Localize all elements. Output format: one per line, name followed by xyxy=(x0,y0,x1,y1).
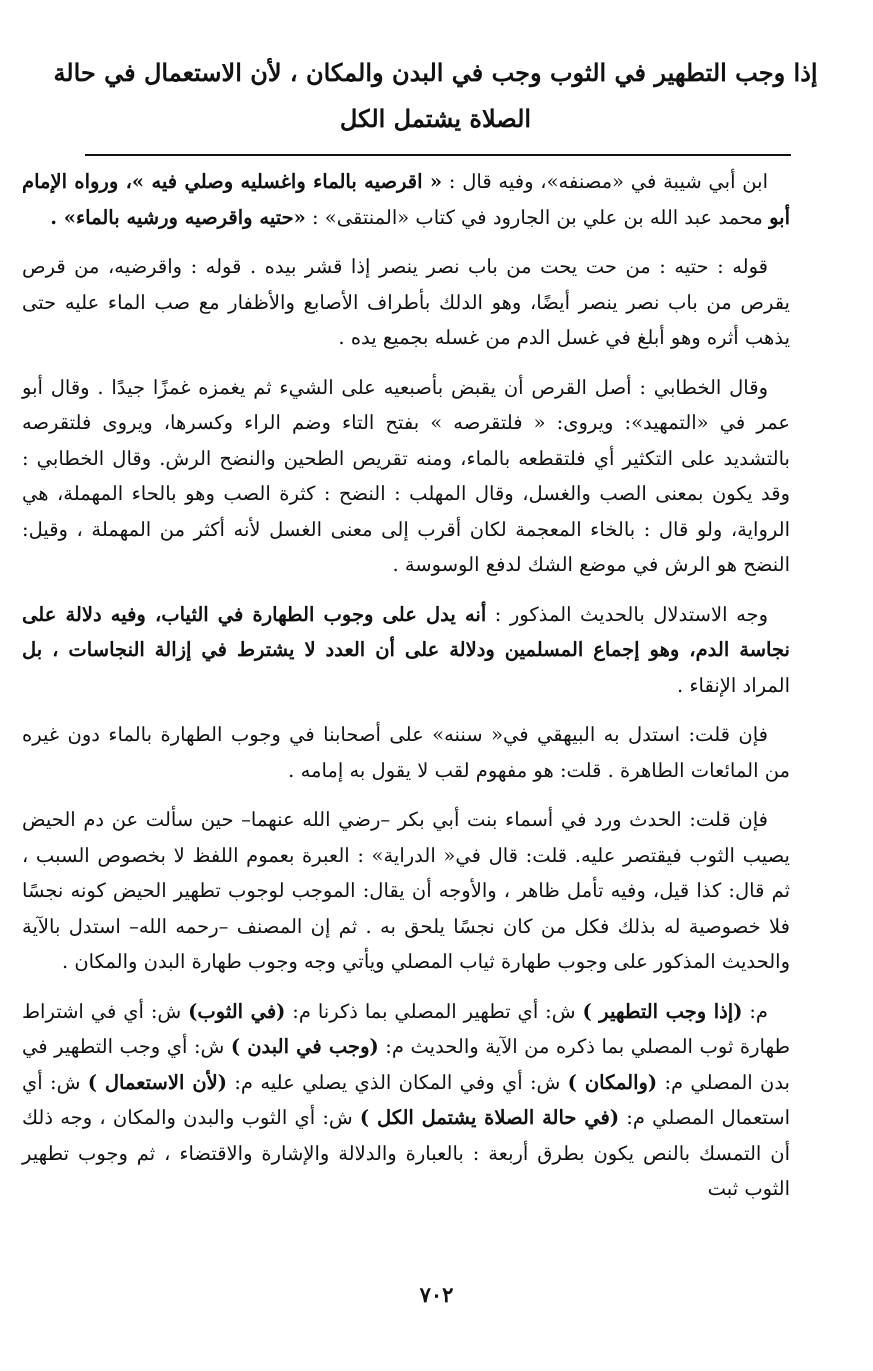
text-segment: ش: أي تطهير المصلي بما ذكرنا م: xyxy=(285,999,583,1023)
bold-text-segment: (لأن الاستعمال ) xyxy=(87,1070,228,1094)
text-segment: فإن قلت: الحدث ورد في أسماء بنت أبي بكر –رضي الله عنهما– حين سألت عن دم الحيض يصيب الثوب فيقتصر عليه. قلت: قال في« الدراية» : العبرة بعموم اللفظ لا بخصوص السبب ، ثم قال: كذا قيل، وفيه تأمل ظاهر ، والأوجه أن يقال: الموجب لوجوب تطهير الحيض كونه نجسًا فلا خصوصية له بذلك فكل من كان نجسًا يلحق به . ثم إن المصنف –رحمه الله– استدل بالآية والحديث المذكور على وجوب طهارة ثياب المصلي ويأتي وجه وجوب طهارة البدن والمكان . xyxy=(22,808,790,973)
bold-text-segment: (في الثوب) xyxy=(188,999,286,1023)
paragraph xyxy=(22,994,790,1207)
bold-text-segment: (وجب في البدن ) xyxy=(230,1035,379,1058)
bold-text-segment: «حتيه واقرصيه ورشيه بالماء» . xyxy=(50,205,306,229)
text-segment: ش: أي استعمال المصلي م: xyxy=(22,1070,790,1129)
paragraph xyxy=(22,370,790,583)
text-segment: وقال الخطابي : أصل القرص أن يقبض بأصبعيه على الشيء ثم يغمزه غمزًا جيدًا . وقال أبو عمر في «التمهيد»: ويروى: « فلتقرصه » بفتح التاء وضم الراء وكسرها، ويروى فلتقرصه بالتشديد على التكثير أي فلتقطعه بالماء، ومنه تقريص الطحين والنضح الرش. وقال الخطابي : وقد يكون بمعنى الصب والغسل، وقال المهلب : النضح : كثرة الصب وهو بالحاء المهملة، هي الرواية، ولو قال : بالخاء المعجمة لكان أقرب إلى معنى الغسل لأنه أكثر من المهملة ، وقيل: النضح هو الرش في موضع الشك لدفع الوسوسة . xyxy=(22,375,790,576)
text-segment: قوله : حتيه : من حت يحت من باب نصر ينصر إذا قشر بيده . قوله : واقرضيه، من قرص يقرص من باب نصر ينصر أيضًا، وهو الدلك بأطراف الأصابع والأظفار مع صب الماء عليه حتى يذهب أثره وهو أبلغ في غسل الدم من غسله بجميع يده . xyxy=(22,255,790,349)
text-segment: م: xyxy=(742,999,768,1023)
text-segment: فإن قلت: استدل به البيهقي في« سننه» على أصحابنا في وجوب الطهارة بالماء دون غيره من المائعات الطاهرة . قلت: هو مفهوم لقب لا يقول به إمامه . xyxy=(22,723,790,782)
bold-text-segment: أنه يدل على وجوب الطهارة في الثياب، وفيه دلالة على نجاسة الدم، وهو إجماع المسلمين ودلالة على أن العدد لا يشترط في إزالة النجاسات ، بل xyxy=(22,602,790,661)
paragraph xyxy=(22,249,790,356)
bold-text-segment: (والمكان ) xyxy=(567,1070,658,1094)
paragraph xyxy=(22,717,790,788)
bold-text-segment: (إذا وجب التطهير ) xyxy=(582,999,743,1023)
text-segment: المراد الإنقاء . xyxy=(676,673,790,697)
header-divider xyxy=(85,154,791,156)
text-segment: ابن أبي شيبة في «مصنفه»، وفيه قال : xyxy=(442,170,768,193)
bold-text-segment: (في حالة الصلاة يشتمل الكل ) xyxy=(359,1106,620,1129)
paragraph xyxy=(22,802,790,980)
paragraph xyxy=(22,164,790,235)
text-segment: وجه الاستدلال بالحديث المذكور : xyxy=(486,602,769,626)
text-segment: ش: أي في اشتراط طهارة ثوب المصلي بما ذكره من الآية والحديث م: xyxy=(22,999,791,1058)
page-title: إذا وجب التطهير في الثوب وجب في البدن والمكان ، لأن الاستعمال في حالة الصلاة يشتمل الكل xyxy=(53,58,818,133)
commentary-text xyxy=(22,164,790,1221)
bold-text-segment: « اقرصيه بالماء واغسليه وصلي فيه »، ورواه الإمام أبو xyxy=(22,170,790,229)
paragraph xyxy=(22,597,790,704)
text-segment: ش: أي وجب التطهير في بدن المصلي م: xyxy=(22,1035,790,1094)
text-segment: ش: أي وفي المكان الذي يصلي عليه م: xyxy=(227,1070,568,1094)
page-number: ٧٠٢ xyxy=(419,1282,454,1307)
text-segment: ش: أي الثوب والبدن والمكان ، وجه ذلك أن التمسك بالنص يكون بطرق أربعة : بالعبارة والدلالة والإشارة والاقتضاء ، ثم وجوب تطهير الثوب ثبت xyxy=(22,1106,790,1200)
text-segment: محمد عبد الله بن علي بن الجارود في كتاب «المنتقى» : xyxy=(305,205,770,229)
